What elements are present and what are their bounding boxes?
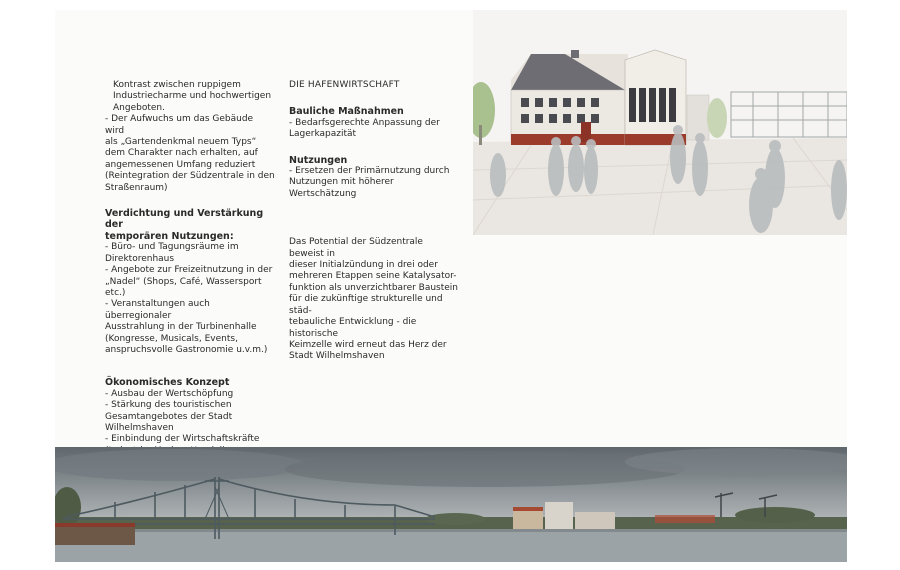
intro-bullet: - Der Aufwuchs um das Gebäude wird als „Gartendenkmal neuem Typs“ dem Charakter nach erhalten, auf angemessenen Umfang reduziert (Reintegration der Südzentrale in den Straßenraum) — [105, 114, 275, 193]
oekonomisch-item: - Stärkung des touristischen Gesamtangebotes der Stadt Wilhelmshaven — [105, 400, 233, 433]
architecture-render-image — [473, 10, 847, 235]
heading-oekonomisch: Ökonomisches Konzept — [105, 377, 230, 389]
intro-text: Kontrast zwischen ruppigem Industriecharme und hochwertigen Angeboten. — [113, 80, 272, 113]
oekonomisch-item: - Einbindung der Wirtschaftskräfte — [105, 434, 260, 445]
verdichtung-item: - Büro- und Tagungsräume im Direktorenhaus — [105, 242, 239, 264]
heading-baulich: Bauliche Maßnahmen — [289, 106, 404, 118]
verdichtung-item: - Veranstaltungen auch überregionaler Ausstrahlung in der Turbinenhalle (Kongresse, Musicals, Events, anspruchsvolle Gastronomie u.v.m.) — [105, 299, 268, 355]
right-text-column — [289, 80, 459, 363]
baulich-item: - Bedarfsgerechte Anpassung der Lagerkapazität — [289, 117, 440, 140]
potential-text: Das Potential der Südzentrale beweist in dieser Initialzündung in drei oder mehreren Etappen seine Katalysator- funktion als unverzichtbarer Baustein für die zukünftige strukturelle und städ- tebauliche Entwicklung - die historische Keimzelle wird erneut das Herz der Stadt Wilhelmshaven — [289, 237, 459, 362]
harbour-panorama-photo — [55, 447, 847, 562]
oekonomisch-item: - Ausbau der Wertschöpfung — [105, 388, 234, 399]
section-title: DIE HAFENWIRTSCHAFT — [289, 80, 400, 90]
heading-verdichtung: Verdichtung und Verstärkung der temporären Nutzungen: — [105, 208, 264, 242]
left-text-column — [105, 80, 275, 457]
nutzungen-item: - Ersetzen der Primärnutzung durch Nutzungen mit höherer Wertschätzung — [289, 166, 450, 199]
verdichtung-item: - Angebote zur Freizeitnutzung in der „Nadel“ (Shops, Café, Wassersport etc.) — [105, 265, 273, 298]
heading-nutzungen: Nutzungen — [289, 154, 348, 166]
